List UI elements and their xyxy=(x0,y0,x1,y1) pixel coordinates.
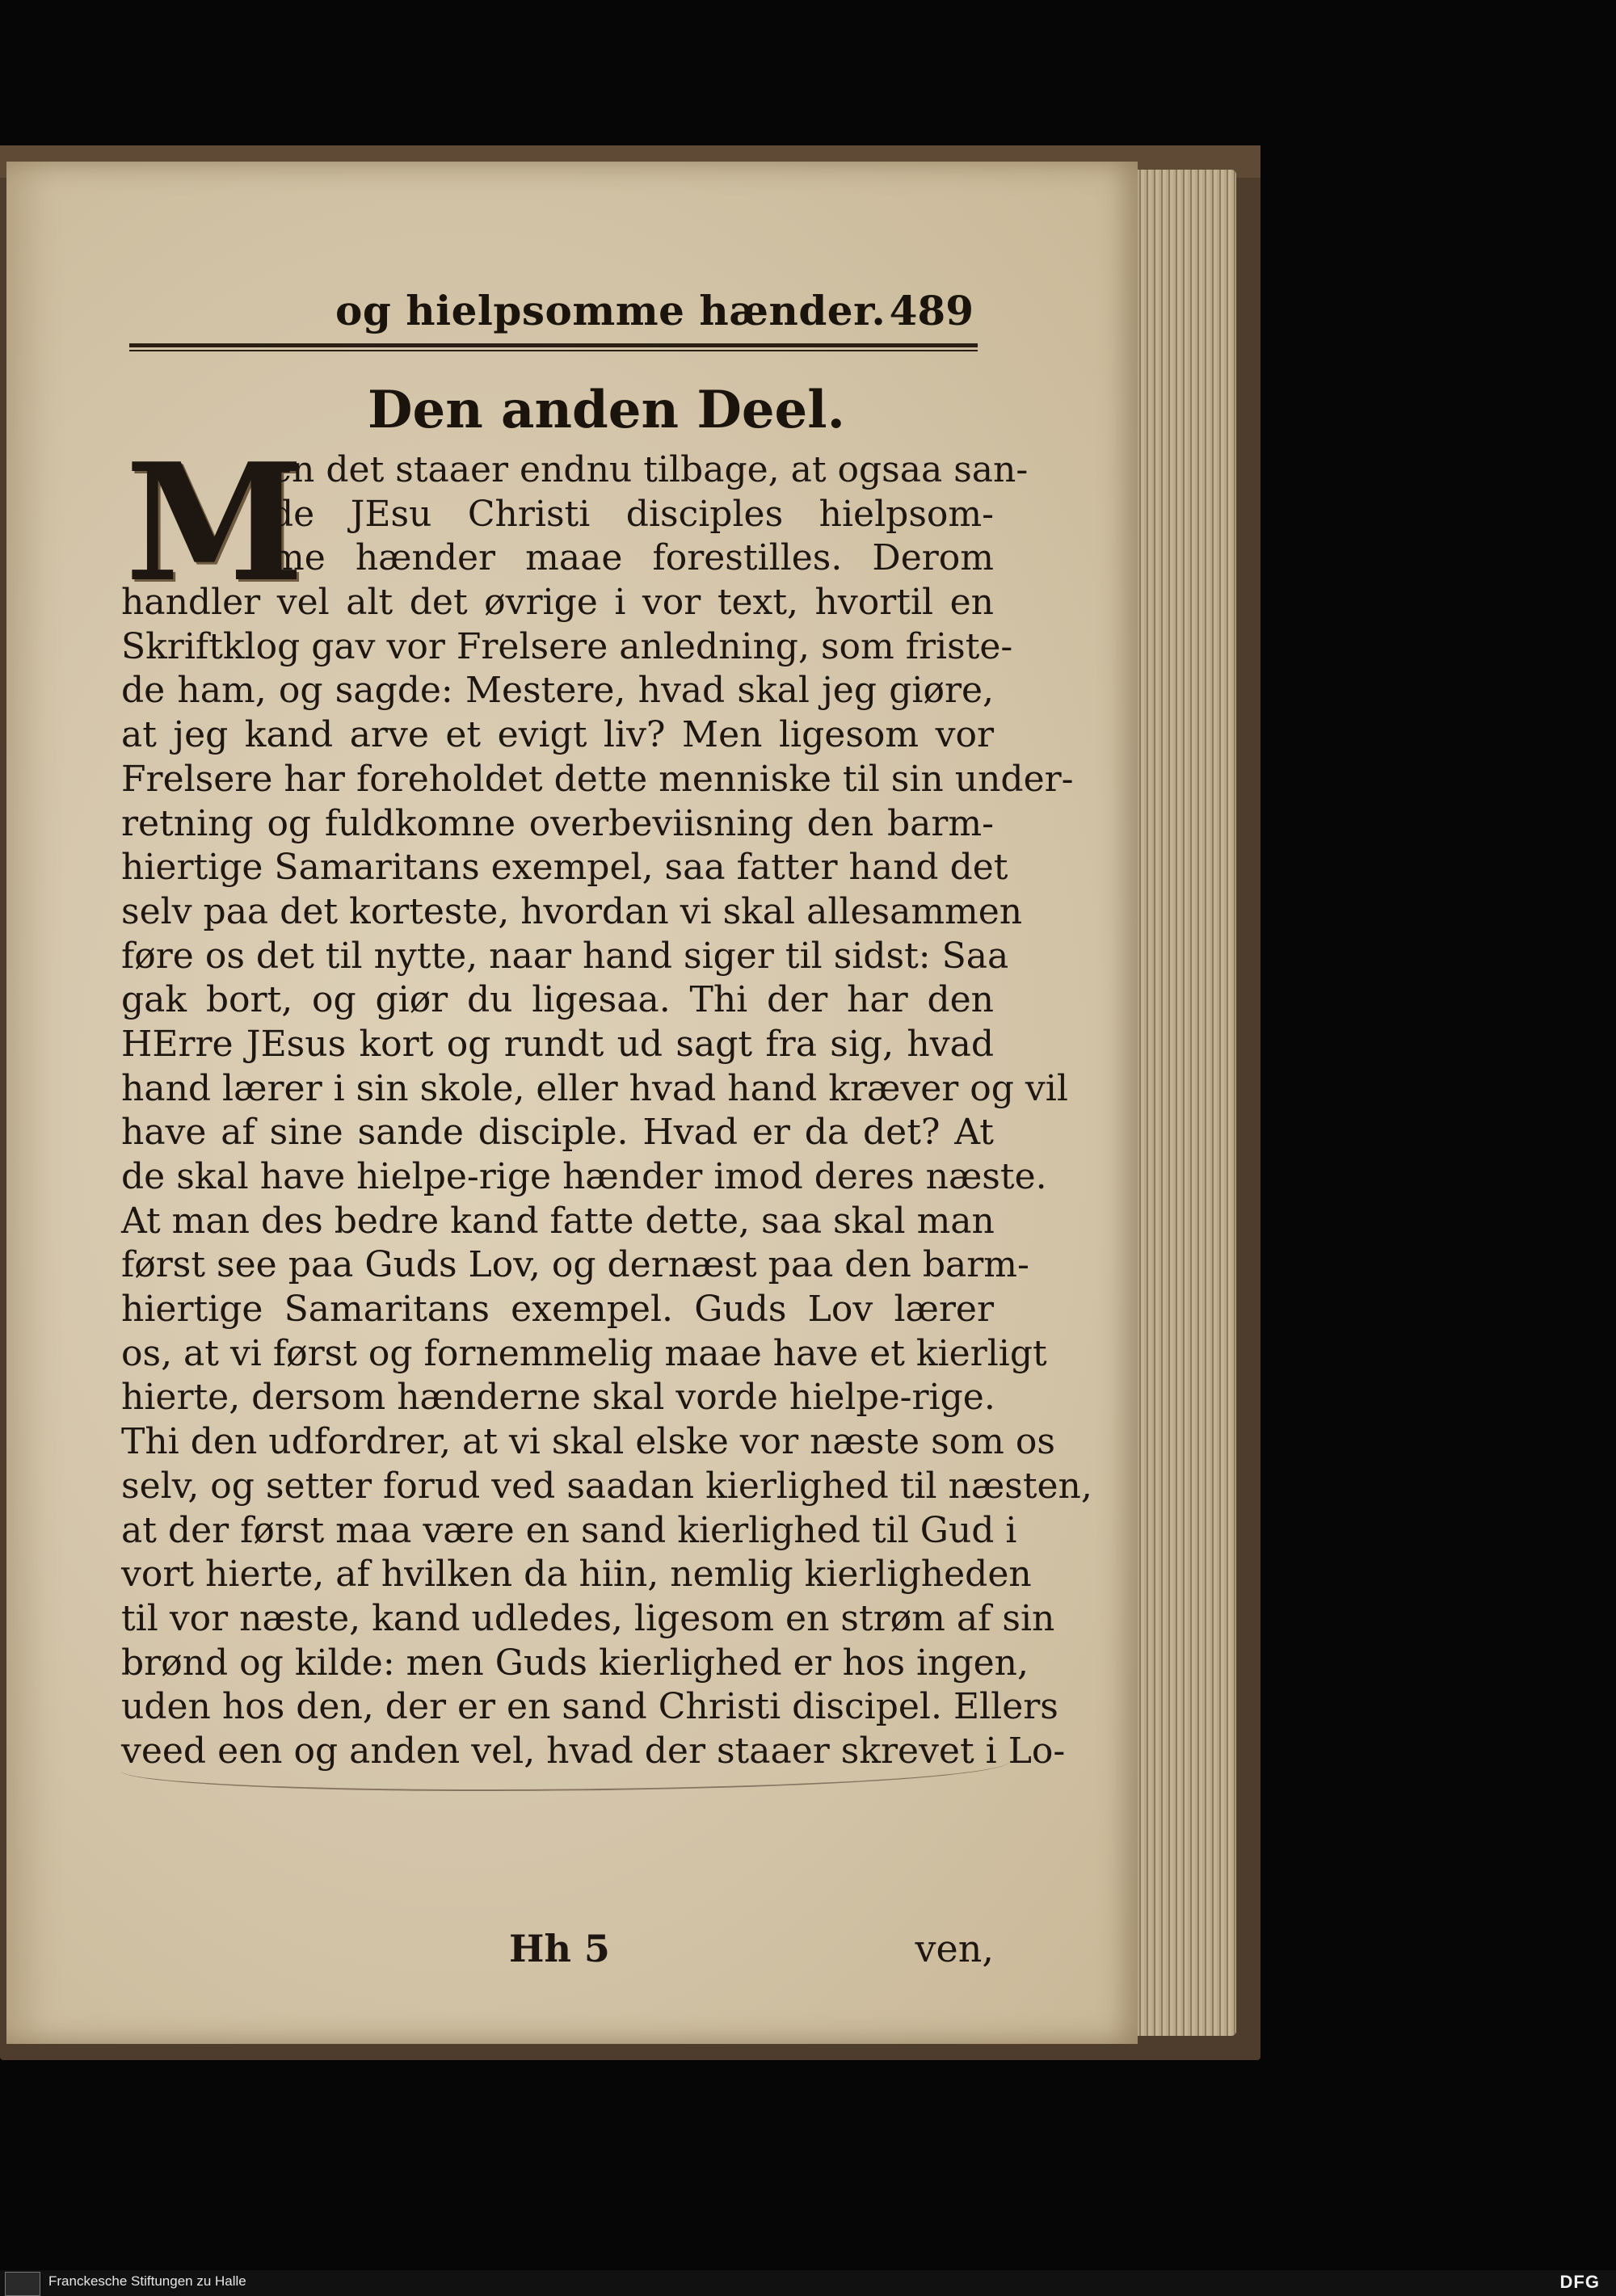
drop-cap-initial: M xyxy=(125,428,305,618)
page-number: 489 xyxy=(889,287,974,334)
text-line: en det staaer endnu tilbage, at ogsaa san- xyxy=(271,449,1029,490)
text-line: uden hos den, der er en sand Christi discipel. Ellers xyxy=(121,1686,1058,1728)
signature-mark: Hh 5 xyxy=(509,1927,610,1970)
text-line: have af sine sande disciple. Hvad er da det? At xyxy=(121,1112,994,1154)
text-line: brønd og kilde: men Guds kierlighed er hos ingen, xyxy=(121,1642,1029,1684)
text-line: handler vel alt det øvrige i vor text, hvortil en xyxy=(121,582,994,624)
text-line: de JEsu Christi disciples hielpsom- xyxy=(271,493,994,535)
text-line: først see paa Guds Lov, og dernæst paa den barm- xyxy=(121,1244,1029,1286)
text-line: at der først maa være en sand kierlighed til Gud i xyxy=(121,1509,1017,1551)
section-title: Den anden Deel. xyxy=(368,380,845,440)
page-header xyxy=(125,287,974,343)
text-line: Thi den udfordrer, at vi skal elske vor næste som os xyxy=(121,1421,1055,1463)
running-head: og hielpsomme hænder. xyxy=(335,287,886,334)
dfg-logo: DFG xyxy=(1559,2272,1600,2292)
text-line: hierte, dersom hænderne skal vorde hielpe-rige. xyxy=(121,1377,995,1419)
text-line: gak bort, og giør du ligesaa. Thi der har den xyxy=(121,979,994,1021)
text-line: At man des bedre kand fatte dette, saa skal man xyxy=(121,1200,995,1242)
text-line: hand lærer i sin skole, eller hvad hand kræver og vil xyxy=(121,1067,1068,1109)
header-rule xyxy=(129,343,978,347)
institution-credit: Franckesche Stiftungen zu Halle xyxy=(48,2273,246,2289)
text-line: de skal have hielpe-rige hænder imod deres næste. xyxy=(121,1156,1047,1197)
header-rule-thin xyxy=(129,350,978,351)
text-line: hiertige Samaritans exempel, saa fatter hand det xyxy=(121,847,1008,889)
body-text xyxy=(121,428,1092,1774)
text-line: HErre JEsus kort og rundt ud sagt fra sig, hvad xyxy=(121,1023,994,1065)
catchword: ven, xyxy=(915,1927,994,1970)
text-line: hiertige Samaritans exempel. Guds Lov lærer xyxy=(121,1289,994,1331)
text-line: de ham, og sagde: Mestere, hvad skal jeg giøre, xyxy=(121,670,994,712)
text-line: føre os det til nytte, naar hand siger til sidst: Saa xyxy=(121,935,1009,977)
text-line: vort hierte, af hvilken da hiin, nemlig kierligheden xyxy=(121,1554,1032,1596)
text-line: os, at vi først og fornemmelig maae have et kierligt xyxy=(121,1332,1047,1374)
institution-logo-icon xyxy=(5,2272,40,2296)
page-footer xyxy=(121,1927,994,1975)
text-line: Skriftklog gav vor Frelsere anledning, som friste- xyxy=(121,625,1013,667)
text-line: retning og fuldkomne overbeviisning den barm- xyxy=(121,802,994,844)
text-line: veed een og anden vel, hvad der staaer skrevet i Lo- xyxy=(121,1730,1066,1772)
text-line: Frelsere har foreholdet dette menniske til sin under- xyxy=(121,758,1074,800)
text-line: at jeg kand arve et evigt liv? Men ligesom vor xyxy=(121,714,994,756)
text-line: selv, og setter forud ved saadan kierlighed til næsten, xyxy=(121,1465,1092,1507)
text-line: selv paa det korteste, hvordan vi skal allesammen xyxy=(121,890,1023,932)
text-line: til vor næste, kand udledes, ligesom en strøm af sin xyxy=(121,1597,1055,1639)
text-line: me hænder maae forestilles. Derom xyxy=(271,537,994,579)
